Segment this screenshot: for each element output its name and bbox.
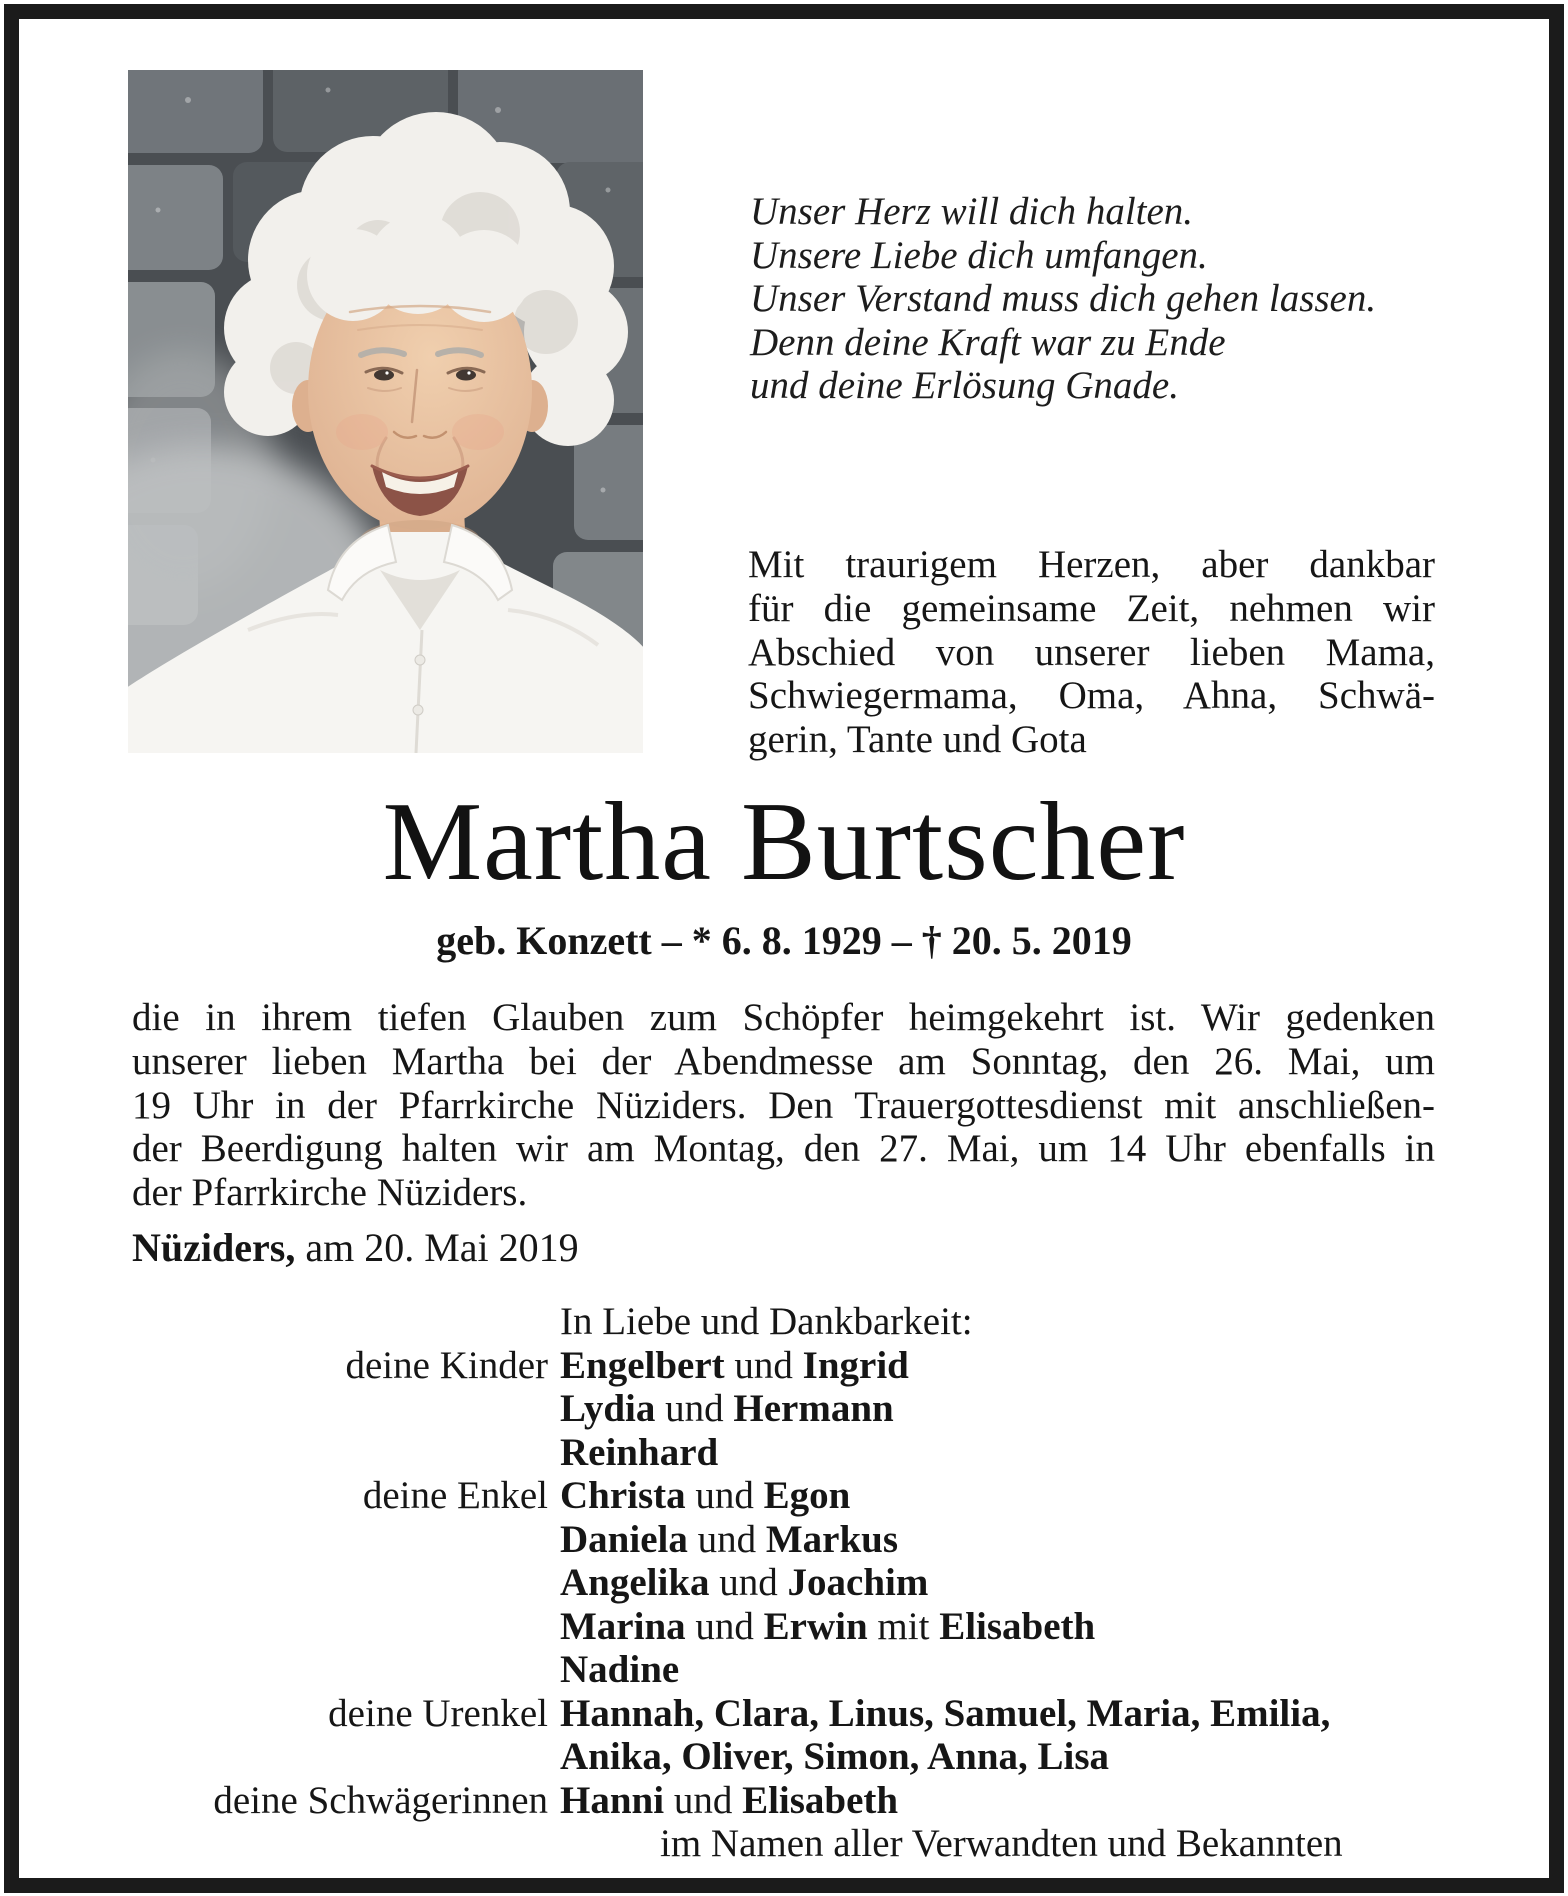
family-name: Hanni — [560, 1778, 665, 1822]
family-name: Lydia — [560, 1387, 656, 1430]
announcement-line: der Pfarrkirche Nüziders. — [132, 1171, 528, 1215]
family-row — [132, 1648, 1435, 1692]
family-row-label: deine Enkel — [362, 1474, 548, 1517]
connector-text: und — [685, 1604, 764, 1648]
family-row-names — [560, 1605, 1435, 1649]
family-name: Christa — [560, 1474, 686, 1517]
family-name: Hermann — [733, 1387, 894, 1430]
family-row-names — [560, 1779, 1435, 1823]
connector-text: und — [724, 1343, 803, 1387]
intro-line: Abschied von unserer lieben Mama, — [748, 630, 1435, 674]
announcement-paragraph — [132, 996, 1435, 1215]
birth-death-line: geb. Konzett – * 6. 8. 1929 – † 20. 5. 2019 — [436, 918, 1132, 963]
family-row-label — [132, 1648, 560, 1692]
intro-line: Schwiegermama, Oma, Ahna, Schwä- — [748, 674, 1435, 718]
family-name: Anika, Oliver, Simon, Anna, Lisa — [560, 1735, 1110, 1778]
poem-line: Unser Herz will dich halten. — [750, 190, 1194, 233]
family-row-label: deine Schwägerinnen — [213, 1778, 548, 1822]
family-row-names — [560, 1561, 1435, 1605]
family-row-label — [132, 1605, 560, 1649]
poem-line: Denn deine Kraft war zu Ende — [750, 320, 1226, 364]
family-row-label: deine Urenkel — [328, 1691, 548, 1735]
portrait-photo — [128, 70, 643, 753]
closing-heading: In Liebe und Dankbarkeit: — [560, 1300, 973, 1343]
family-row — [132, 1518, 1435, 1562]
family-row-label — [132, 1561, 560, 1605]
family-rows — [132, 1344, 1435, 1823]
family-name: Joachim — [787, 1561, 929, 1604]
family-name: Ingrid — [802, 1343, 909, 1387]
intro-line: gerin, Tante und Gota — [748, 718, 1087, 762]
family-name: Reinhard — [560, 1430, 719, 1474]
family-row — [132, 1344, 1435, 1388]
intro-line: für die gemeinsame Zeit, nehmen wir — [748, 586, 1435, 630]
family-row — [132, 1431, 1435, 1475]
family-name: Hannah, Clara, Linus, Samuel, Maria, Emilia, — [560, 1691, 1331, 1735]
announcement-line: die in ihrem tiefen Glauben zum Schöpfer heimgekehrt ist. Wir gedenken — [132, 996, 1435, 1039]
family-name: Angelika — [560, 1561, 710, 1604]
connector-text: und — [655, 1387, 734, 1430]
connector-text: und — [709, 1561, 788, 1604]
announcement-line: unserer lieben Martha bei der Abendmesse am Sonntag, den 26. Mai, um — [132, 1039, 1435, 1083]
family-row — [132, 1474, 1435, 1518]
family-name: Markus — [765, 1517, 899, 1561]
poem-line: Unsere Liebe dich umfangen. — [750, 233, 1208, 277]
family-row — [132, 1387, 1435, 1431]
family-row-names — [560, 1431, 1435, 1475]
connector-text: mit — [867, 1604, 940, 1648]
family-name: Erwin — [763, 1604, 868, 1648]
connector-text: und — [664, 1778, 743, 1822]
family-row-names — [560, 1692, 1435, 1736]
family-row-names — [560, 1387, 1435, 1431]
announcement-line: der Beerdigung halten wir am Montag, den 27. Mai, um 14 Uhr ebenfalls in — [132, 1127, 1435, 1171]
dateline-date: am 20. Mai 2019 — [295, 1225, 579, 1270]
family-row-label — [132, 1735, 560, 1779]
deceased-name: Martha Burtscher — [382, 780, 1186, 904]
family-row — [132, 1561, 1435, 1605]
closing-footer: im Namen aller Verwandten und Bekannten — [660, 1822, 1343, 1865]
connector-text: und — [685, 1474, 764, 1517]
family-row — [132, 1735, 1435, 1779]
family-row — [132, 1692, 1435, 1736]
poem-line: Unser Verstand muss dich gehen lassen. — [750, 277, 1377, 320]
family-row-label — [132, 1518, 560, 1562]
family-row-names — [560, 1518, 1435, 1562]
family-row-label — [132, 1431, 560, 1475]
family-row-names — [560, 1648, 1435, 1692]
intro-line: Mit traurigem Herzen, aber dankbar — [748, 543, 1435, 586]
dateline — [132, 1225, 579, 1270]
family-name: Egon — [763, 1474, 851, 1517]
dateline-place: Nüziders, — [132, 1225, 296, 1270]
family-row-label — [132, 1387, 560, 1431]
family-row-names — [560, 1344, 1435, 1388]
family-row-names — [560, 1735, 1435, 1779]
closing-section — [132, 1300, 1435, 1866]
family-row — [132, 1605, 1435, 1649]
family-name: Daniela — [560, 1517, 688, 1561]
family-name: Engelbert — [560, 1343, 725, 1387]
family-name: Marina — [560, 1604, 686, 1648]
connector-text: und — [687, 1517, 766, 1561]
family-row — [132, 1779, 1435, 1823]
announcement-line: 19 Uhr in der Pfarrkirche Nüziders. Den Trauergottesdienst mit anschließen- — [132, 1083, 1435, 1127]
farewell-paragraph — [748, 543, 1435, 762]
poem-line: und deine Erlösung Gnade. — [750, 364, 1179, 407]
family-name: Nadine — [560, 1648, 680, 1691]
memorial-poem — [750, 190, 1437, 408]
family-row-label: deine Kinder — [345, 1343, 548, 1387]
family-row-names — [560, 1474, 1435, 1518]
family-name: Elisabeth — [742, 1778, 899, 1822]
family-name: Elisabeth — [939, 1604, 1096, 1648]
